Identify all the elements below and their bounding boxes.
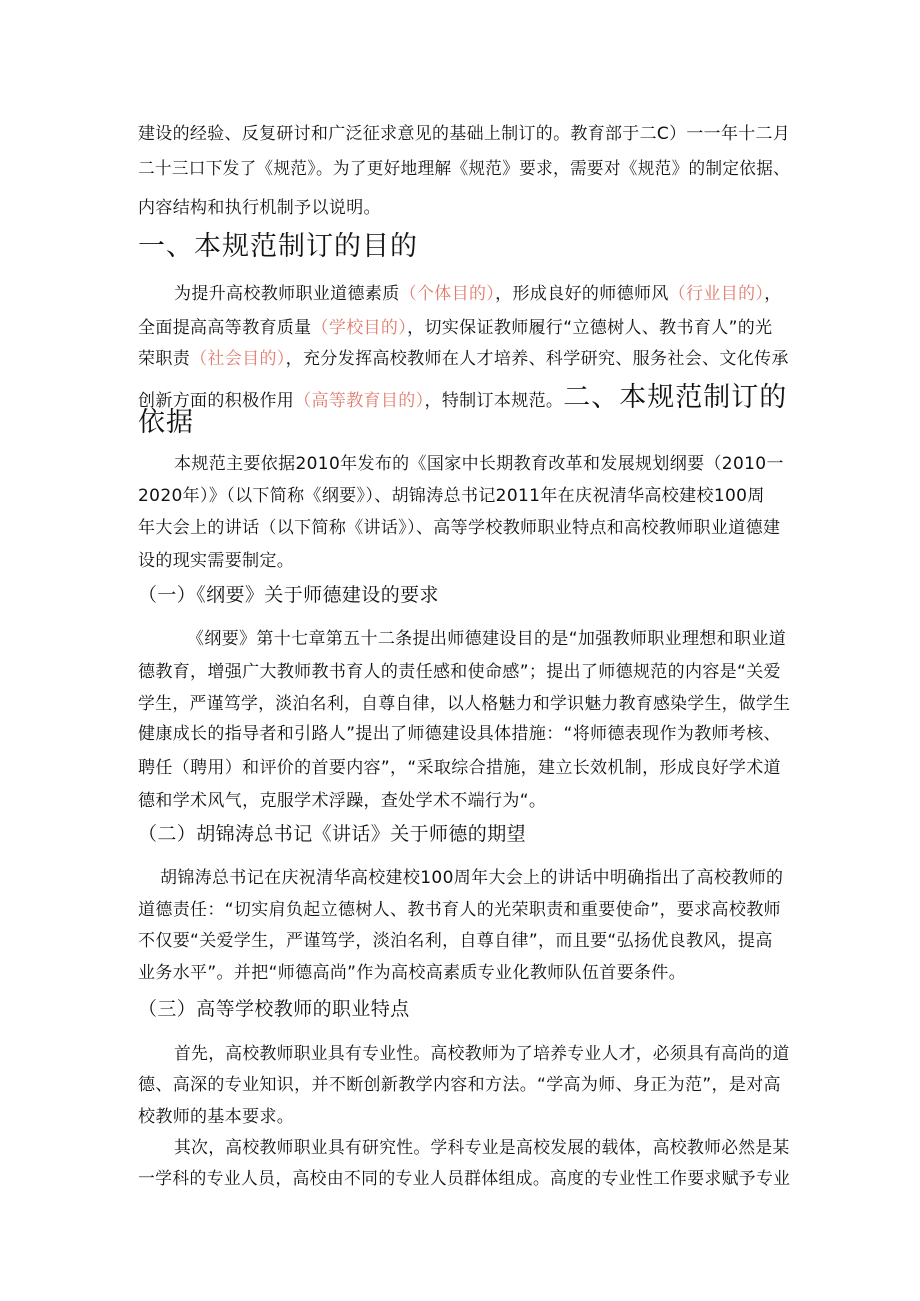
intro-line-3: 内容结构和执行机制予以说明。 xyxy=(138,198,381,218)
sub1-line-1: 《纲要》第十七章第五十二条提出师德建设目的是“加强教师职业理想和职业道 xyxy=(187,629,787,649)
annotation-higher-edu: （高等教育目的） xyxy=(294,391,425,411)
text: ，特制订本规范。 xyxy=(424,391,564,411)
sub1-line-4: 健康成长的指导者和引路人”提出了师德建设具体措施：“将师德表现作为教师考核、 xyxy=(138,724,781,744)
sub3-p2-line-1: 其次，高校教师职业具有研究性。学科专业是高校发展的载体，高校教师必然是某 xyxy=(174,1138,790,1158)
section2-line-3: 年大会上的讲话（以下简称《讲话》）、高等学校教师职业特点和高校教师职业道德建 xyxy=(138,518,781,538)
annotation-society: （社会目的） xyxy=(190,349,286,369)
sub2-line-2: 道德责任：“切实肩负起立德树人、教书育人的光荣职责和重要使命”，要求高校教师 xyxy=(138,900,781,920)
section1-line-3 xyxy=(138,347,789,371)
sub2-line-3: 不仅要“关爱学生，严谨笃学，淡泊名利，自尊自律”，而且要“弘扬优良教风，提高 xyxy=(138,931,773,951)
text: 全面提高高等教育质量 xyxy=(138,318,312,338)
sub1-line-3: 学生，严谨笃学，淡泊名利，自尊自律，以人格魅力和学识魅力教育感染学生，做学生 xyxy=(138,694,791,714)
sub2-heading: （二）胡锦涛总书记《讲话》关于师德的期望 xyxy=(138,823,527,845)
text: 荣职责 xyxy=(138,349,191,369)
section1-line-1 xyxy=(174,282,782,306)
section2-line-4: 设的现实需要制定。 xyxy=(138,551,295,571)
annotation-school: （学校目的） xyxy=(311,318,408,338)
annotation-industry: （行业目的） xyxy=(668,284,765,304)
sub3-p1-line-1: 首先，高校教师职业具有专业性。高校教师为了培养专业人才，必须具有高尚的道 xyxy=(174,1044,790,1064)
section1-line-2 xyxy=(138,316,772,340)
section2-line-2: 2020年）》（以下简称《纲要》）、胡锦涛总书记2011年在庆祝清华高校建校100周 xyxy=(138,486,765,506)
text: 创新方面的积极作用 xyxy=(138,391,295,411)
section2-heading-part1: 二、本规范制订的 xyxy=(563,382,788,413)
section2-line-1: 本规范主要依据2010年发布的《国家中长期教育改革和发展规划纲要（2010一 xyxy=(174,454,784,474)
section1-line-4 xyxy=(138,381,787,415)
text: ，充分发挥高校教师在人才培养、科学研究、服务社会、文化传承 xyxy=(285,349,789,369)
sub3-p2-line-2: 一学科的专业人员，高校由不同的专业人员群体组成。高度的专业性工作要求赋予专业 xyxy=(138,1169,791,1189)
annotation-individual: （个体目的） xyxy=(399,284,496,304)
intro-line-1: 建设的经验、反复研讨和广泛征求意见的基础上制订的。教育部于二C）一一年十二月 xyxy=(138,124,791,144)
sub3-p1-line-2: 德、高深的专业知识，并不断创新教学内容和方法。“学高为师、身正为范”，是对高 xyxy=(138,1075,781,1095)
sub3-heading: （三）高等学校教师的职业特点 xyxy=(138,998,410,1020)
sub3-p1-line-3: 校教师的基本要求。 xyxy=(138,1107,295,1127)
sub1-line-6: 德和学术风气，克服学术浮躁，查处学术不端行为“。 xyxy=(138,791,547,811)
text: ，切实保证教师履行“立德树人、教书育人”的光 xyxy=(407,318,773,338)
sub1-line-5: 聘任（聘用）和评价的首要内容”，“采取综合措施，建立长效机制，形成良好学术道 xyxy=(138,758,781,778)
sub2-line-4: 业务水平”。并把“师德高尚”作为高校高素质专业化教师队伍首要条件。 xyxy=(138,963,686,983)
section1-heading: 一、本规范制订的目的 xyxy=(138,231,418,262)
sub2-line-1: 胡锦涛总书记在庆祝清华高校建校100周年大会上的讲话中明确指出了高校教师的 xyxy=(160,868,784,888)
intro-line-2: 二十三口下发了《规范》。为了更好地理解《规范》要求，需要对《规范》的制定依据、 xyxy=(138,159,791,179)
text: 为提升高校教师职业道德素质 xyxy=(174,284,400,304)
sub1-line-2: 德教育，增强广大教师教书育人的责任感和使命感”；提出了师德规范的内容是“关爱 xyxy=(138,662,781,682)
text: ，形成良好的师德师风 xyxy=(495,284,669,304)
section2-heading-part2: 依据 xyxy=(138,407,194,438)
sub1-heading: （一）《纲要》关于师德建设的要求 xyxy=(138,584,439,606)
text: ， xyxy=(764,284,782,304)
